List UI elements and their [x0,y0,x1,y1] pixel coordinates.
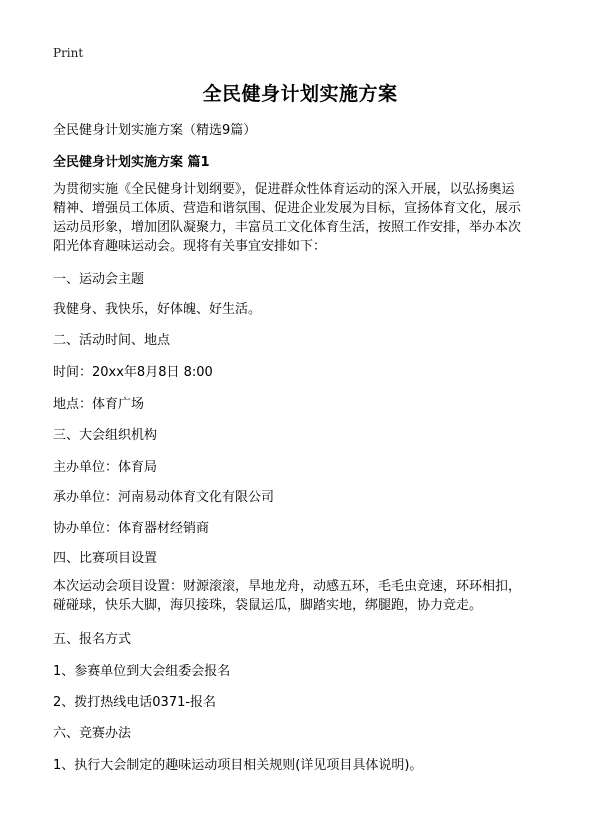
time-text: 时间：20xx年8月8日 8:00 [53,365,213,380]
competition-item-1: 1、执行大会制定的趣味运动项目相关规则(详见项目具体说明)。 [53,758,423,773]
heading-time-place: 二、活动时间、地点 [53,333,171,348]
section-heading: 全民健身计划实施方案 篇1 [53,155,210,170]
events-line: 本次运动会项目设置：财源滚滚，旱地龙舟，动感五环，毛毛虫竞速，环环相扣， [53,579,522,594]
heading-theme: 一、运动会主题 [53,272,145,287]
heading-competition: 六、竞赛办法 [53,726,132,741]
heading-events: 四、比赛项目设置 [53,551,158,566]
document-title: 全民健身计划实施方案 [202,83,398,105]
theme-text: 我健身、我快乐，好体魄、好生活。 [53,302,262,317]
host-text: 主办单位：体育局 [53,460,158,475]
registration-item-1: 1、参赛单位到大会组委会报名 [53,664,231,679]
heading-organization: 三、大会组织机构 [53,428,158,443]
organizer-text: 承办单位：河南易动体育文化有限公司 [53,490,275,505]
heading-registration: 五、报名方式 [53,632,132,647]
print-label: Print [53,46,84,60]
intro-paragraph [53,180,553,256]
intro-line: 阳光体育趣味运动会。现将有关事宜安排如下： [53,239,327,254]
co-organizer-text: 协办单位：体育器材经销商 [53,521,210,536]
intro-line: 精神、增强员工体质、营造和谐氛围、促进企业发展为目标，宣扬体育文化，展示 [53,201,522,216]
events-line: 碰碰球，快乐大脚，海贝接珠，袋鼠运瓜，脚踏实地，绑腿跑，协力竞走。 [53,598,483,613]
intro-line: 为贯彻实施《全民健身计划纲要》，促进群众性体育运动的深入开展，以弘扬奥运 [53,182,515,197]
events-paragraph [53,577,553,615]
intro-line: 运动员形象，增加团队凝聚力，丰富员工文化体育生活，按照工作安排，举办本次 [53,220,522,235]
registration-item-2: 2、拨打热线电话0371-报名 [53,695,217,710]
document-subtitle: 全民健身计划实施方案（精选9篇） [53,123,257,138]
place-text: 地点：体育广场 [53,397,145,412]
